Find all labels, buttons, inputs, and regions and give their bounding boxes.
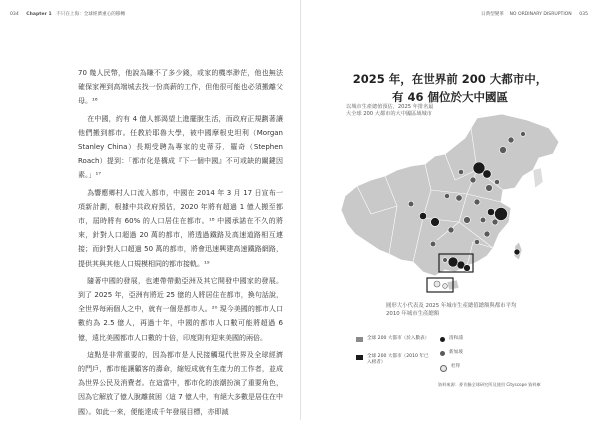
city-marker	[419, 212, 426, 219]
china-map-svg	[327, 110, 567, 305]
map-title-line-2: 有 46 個位於大中國區	[391, 90, 508, 104]
legend-item-city-a	[440, 336, 463, 342]
city-marker-chongqing	[431, 218, 440, 227]
legend-label-top200-existing: 全球 200 大都市（2010 年已入榜者）	[367, 354, 429, 365]
paragraph-3: 為響應鄉村人口流入都市，中國在 2014 年 3 月 17 日宣布一項新計劃，根據中共政府預估，2020 年將有超過 1 億人搬至都市，屆時將有 60% 的人口居住在都市。¹⁸ 中國承諾在不久的將來，針對人口超過 20 萬的都市，將透過鐵路及高速道路相互連接；而針對人口超過 50 萬的都市，將會迅速興建高速鐵路網路，提供其與其他人口規模相同的都市接軌。¹⁹	[78, 188, 283, 268]
legend-item-top200-new	[356, 336, 430, 342]
chapter-label: Chapter 1	[26, 12, 52, 17]
book-title: 日典型變革	[480, 12, 504, 17]
city-marker	[514, 249, 520, 255]
map-caption-top: 以城市生產總值預估，2025 年排名最大全球 200 大都市的大中國區域城市	[346, 104, 434, 118]
paragraph-5: 這點是非常重要的，因為都市是人民接觸現代世界及全球經濟的門戶，都市能讓顧客的壽命，縮短成就有生產力的工作者，並成為世界公民及消費者。在這當中，都市化的浪潮扮演了重要角色，因為它解放了億人脫離貧困（這 7 億人中，有絕大多數是居住在中國）。如此一來，便能達成千年發展目標，亦即減	[78, 350, 283, 416]
legend-item-city-c	[440, 364, 460, 372]
city-marker	[486, 185, 493, 192]
city-marker	[487, 208, 494, 215]
city-marker	[484, 231, 490, 237]
city-marker	[494, 179, 499, 184]
legend-label-top200-new: 全球 200 大都市（於入數表）	[367, 336, 430, 341]
legend-label-city-a: 清和浦	[449, 336, 463, 341]
paragraph-2: 在中國，約有 4 億人都渴望上進擺脫生活，而政府正規劃著讓他們搬到都市。任教於耶魯大學，被中國摩根史坦利（Morgan Stanley China）長期受聘為專家的史蒂芬．羅奇（Stephen Roach）提到：「都市化是構成『下一個中國』不可或缺的關鍵因素。」¹⁷	[78, 114, 283, 180]
map-caption-bottom: 圓形大小代表及 2025 年城市生產總值總額與都市平均 2010 年城市生產總額	[386, 303, 517, 317]
city-marker	[456, 195, 462, 201]
city-marker	[443, 258, 448, 263]
city-marker-light	[443, 284, 448, 289]
city-marker-shanghai	[495, 208, 508, 221]
city-marker-light	[434, 281, 440, 287]
city-marker-tianjin	[483, 170, 491, 178]
map-title-line-1: 2025 年，在世界前 200 大都市中，	[352, 72, 548, 86]
city-marker	[430, 241, 436, 247]
chapter-title: 不只在上海：全球經濟重心的移轉	[56, 12, 126, 17]
map-legend	[356, 332, 571, 384]
city-marker	[474, 199, 480, 205]
page-gutter	[300, 0, 301, 420]
city-marker	[448, 227, 454, 233]
map-source-note: 資料來源：麥肯錫全球研究所及使用 Cityscope 資料庫	[438, 382, 541, 387]
legend-dot-icon	[440, 337, 445, 342]
paragraph-1: 70 幾人民幣，他說為賺不了多少錢，或家的機率渺茫，他也無法確保家裡到高端城去找一份高薪的工作，但他很可能也必須搬離父母。¹⁶	[78, 69, 283, 106]
city-marker	[492, 219, 498, 225]
legend-dot-icon	[440, 365, 447, 372]
china-map	[327, 110, 567, 305]
city-marker	[521, 132, 526, 137]
legend-item-top200-existing	[356, 354, 433, 366]
city-marker	[464, 217, 471, 224]
legend-item-city-b	[440, 350, 463, 356]
paragraph-4: 隨著中國的發展，也連帶帶動亞洲及其它開發中國家的發展。到了 2025 年，亞洲有將近 25 億的人將居住在都市，換句話說，全世界每兩個人之中，就有一個是都市人。²⁰ 現今美國的都市人口數約為 2.5 億人，再過十年，中國的都市人口數可能將超過 6 億，遠比美國都市人口數的十倍，印度則有迎來美國的兩倍。	[78, 276, 283, 342]
city-marker	[470, 177, 476, 183]
city-marker-guangzhou	[448, 257, 458, 267]
left-page-number: 034	[10, 12, 19, 17]
city-marker	[408, 201, 414, 207]
korea-peninsula	[533, 168, 543, 188]
china-map-landmass	[341, 114, 559, 276]
right-page-number: 035	[579, 12, 588, 17]
legend-swatch-new-icon	[356, 337, 363, 342]
legend-label-city-b: 新加坡	[449, 350, 463, 355]
city-marker	[458, 169, 463, 174]
legend-swatch-existing-icon	[356, 355, 363, 360]
city-marker-hongkong	[464, 265, 471, 272]
left-page-body	[78, 66, 283, 422]
city-marker	[444, 193, 449, 198]
right-running-header	[481, 11, 588, 17]
city-marker	[480, 217, 486, 223]
city-marker	[508, 137, 514, 143]
map-figure-title	[330, 70, 570, 106]
legend-label-city-c: 杜拜	[451, 364, 461, 369]
city-marker	[474, 239, 479, 244]
left-running-header	[10, 11, 125, 17]
city-marker	[500, 147, 507, 154]
book-subtitle: NO ORDINARY DISRUPTION	[509, 12, 572, 17]
legend-dot-icon	[440, 351, 445, 356]
